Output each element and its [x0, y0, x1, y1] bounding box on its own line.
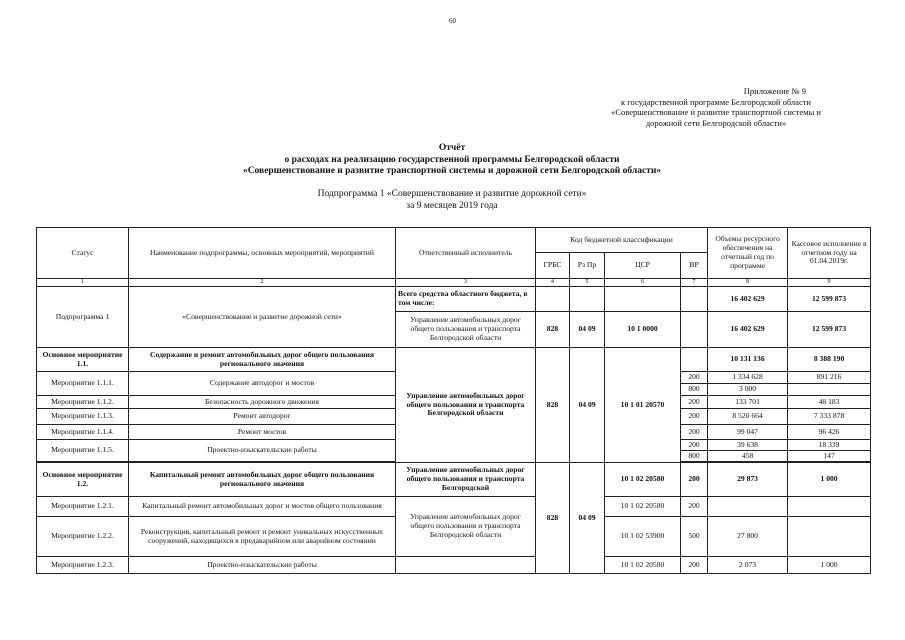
- page-number: 60: [449, 17, 456, 25]
- col-num: 9: [788, 279, 871, 287]
- cell-exec: [396, 557, 536, 574]
- cell-cash: 147: [788, 451, 871, 462]
- subtitle-line: Подпрограмма 1 «Совершенствование и развитие дорожной сети»: [317, 189, 587, 199]
- cell-volume: 133 701: [708, 396, 788, 409]
- appendix-line: дорожной сети Белгородской области»: [645, 117, 787, 128]
- col-num: 2: [129, 279, 396, 287]
- cell-cash: [788, 384, 871, 396]
- col-num: 1: [37, 279, 129, 287]
- cell-cash: 1 000: [788, 463, 871, 497]
- cell-csr: 10 1 02 53900: [605, 517, 681, 557]
- appendix-line: к государственной программе Белгородской области: [621, 96, 811, 107]
- col-num: 8: [708, 279, 788, 287]
- cell-vr: 200: [681, 463, 708, 497]
- cell-volume: 8 520 664: [708, 409, 788, 425]
- header-code: Код бюджетной классификации: [536, 228, 708, 253]
- cell-vr: 800: [681, 451, 708, 462]
- cell-vr: 200: [681, 425, 708, 440]
- column-number-row: [37, 279, 871, 287]
- header-row: [37, 228, 871, 253]
- cell-name: Содержание и ремонт автомобильных дорог общего пользования регионального значения: [129, 348, 396, 372]
- cell-vr: [681, 287, 708, 312]
- cell-rz: 04 09: [570, 463, 605, 574]
- cell-volume: 1 334 628: [708, 372, 788, 384]
- cell-cash: 1 000: [788, 557, 871, 574]
- cell-cash: [788, 497, 871, 517]
- cell-name: Ремонт мостов: [129, 425, 396, 440]
- cell-vr: 200: [681, 497, 708, 517]
- expense-table: [36, 227, 871, 574]
- cell-volume: 27 800: [708, 517, 788, 557]
- report-subtitle: [150, 189, 754, 212]
- cell-vr: 200: [681, 440, 708, 451]
- cell-volume: [708, 497, 788, 517]
- title-line: «Совершенствование и развитие транспортной системы и дорожной сети Белгородской области»: [242, 166, 662, 176]
- cell-exec: Управление автомобильных дорог общего пользования и транспорта Белгородской: [396, 463, 536, 497]
- cell-name: Содержание автодорог и мостов: [129, 372, 396, 396]
- table-row: [37, 287, 871, 312]
- appendix-note: [586, 86, 846, 128]
- cell-vr: 200: [681, 372, 708, 384]
- cell-csr: 10 1 02 20580: [605, 557, 681, 574]
- cell-volume: 16 402 629: [708, 312, 788, 348]
- cell-csr: 10 1 01 20570: [605, 348, 681, 463]
- cell-grbs: 828: [536, 312, 570, 348]
- cell-cash: 18 339: [788, 440, 871, 451]
- cell-cash: 12 599 873: [788, 312, 871, 348]
- cell-cash: 8 388 190: [788, 348, 871, 372]
- cell-volume: 2 073: [708, 557, 788, 574]
- cell-status: Мероприятие 1.1.1.: [37, 372, 129, 396]
- cell-name: Капитальный ремонт автомобильных дорог и мостов общего пользования: [129, 497, 396, 517]
- cell-grbs: 828: [536, 348, 570, 463]
- cell-csr: 10 1 02 20580: [605, 497, 681, 517]
- title-line: о расходах на реализацию государственной программы Белгородской области: [284, 154, 620, 165]
- cell-exec: Всего средства областного бюджета, в том числе:: [396, 287, 536, 312]
- cell-vr: [681, 348, 708, 372]
- cell-status: Мероприятие 1.1.5.: [37, 440, 129, 462]
- cell-name: «Совершенствование и развитие дорожной сети»: [129, 287, 396, 348]
- cell-exec: Управление автомобильных дорог общего пользования и транспорта Белгородской области: [396, 497, 536, 557]
- cell-cash: 891 216: [788, 372, 871, 384]
- cell-volume: 29 873: [708, 463, 788, 497]
- cell-rz: [570, 287, 605, 312]
- col-num: 3: [396, 279, 536, 287]
- header-status: Статус: [37, 228, 129, 279]
- cell-cash: 12 599 873: [788, 287, 871, 312]
- cell-volume: 39 638: [708, 440, 788, 451]
- cell-status: Мероприятие 1.1.2.: [37, 396, 129, 409]
- col-num: 4: [536, 279, 570, 287]
- cell-status: Мероприятие 1.1.3.: [37, 409, 129, 425]
- cell-exec: Управление автомобильных дорог общего пользования и транспорта Белгородской области: [396, 348, 536, 463]
- cell-status: Подпрограмма 1: [37, 287, 129, 348]
- header-grbs: ГРБС: [536, 253, 570, 279]
- cell-name: Капитальный ремонт автомобильных дорог общего пользования регионального значения: [129, 463, 396, 497]
- cell-rz: 04 09: [570, 312, 605, 348]
- cell-status: Мероприятие 1.2.3.: [37, 557, 129, 574]
- cell-cash: 7 333 878: [788, 409, 871, 425]
- header-name: Наименование подпрограммы, основных мероприятий, мероприятий: [129, 228, 396, 279]
- cell-name: Реконструкция, капитальный ремонт и ремонт уникальных искусственных сооружений, находящихся в предаварийном или аварийном состоянии: [129, 517, 396, 557]
- cell-vr: [681, 312, 708, 348]
- cell-status: Мероприятие 1.2.2.: [37, 517, 129, 557]
- cell-volume: 99 047: [708, 425, 788, 440]
- cell-cash: 96 426: [788, 425, 871, 440]
- appendix-line: «Совершенствование и развитие транспортной системы и: [611, 107, 821, 117]
- cell-cash: 48 183: [788, 396, 871, 409]
- cell-vr: 500: [681, 517, 708, 557]
- table-row: [37, 497, 871, 517]
- header-exec: Ответственный исполнитель: [396, 228, 536, 279]
- cell-status: Мероприятие 1.1.4.: [37, 425, 129, 440]
- cell-csr: 10 1 02 20580: [605, 463, 681, 497]
- col-num: 5: [570, 279, 605, 287]
- table-row: [37, 348, 871, 372]
- cell-volume: 10 131 136: [708, 348, 788, 372]
- cell-grbs: [536, 287, 570, 312]
- table-row: [37, 557, 871, 574]
- cell-exec: Управление автомобильных дорог общего пользования и транспорта Белгородской области: [396, 312, 536, 348]
- table-row: [37, 463, 871, 497]
- col-num: 7: [681, 279, 708, 287]
- cell-grbs: 828: [536, 463, 570, 574]
- header-cash: Кассовое исполнение в отчетном году на 01.04.2019г.: [788, 228, 871, 279]
- cell-csr: [605, 287, 681, 312]
- cell-status: Мероприятие 1.2.1.: [37, 497, 129, 517]
- cell-volume: 16 402 629: [708, 287, 788, 312]
- cell-volume: 458: [708, 451, 788, 462]
- cell-csr: 10 1 0000: [605, 312, 681, 348]
- cell-vr: 800: [681, 384, 708, 396]
- cell-vr: 200: [681, 557, 708, 574]
- cell-vr: 200: [681, 396, 708, 409]
- cell-name: Ремонт автодорог: [129, 409, 396, 425]
- header-volume: Объемы ресурсного обеспечения на отчетный год по программе: [708, 228, 788, 279]
- cell-name: Проектно-изыскательские работы: [129, 557, 396, 574]
- cell-vr: 200: [681, 409, 708, 425]
- title-line: Отчёт: [438, 143, 466, 153]
- cell-volume: 3 000: [708, 384, 788, 396]
- cell-name: Безопасность дорожного движения: [129, 396, 396, 409]
- header-csr: ЦСР: [605, 253, 681, 279]
- col-num: 6: [605, 279, 681, 287]
- header-vr: ВР: [681, 253, 708, 279]
- cell-cash: [788, 517, 871, 557]
- appendix-line: Приложение № 9: [743, 86, 806, 96]
- cell-status: Основное мероприятие 1.2.: [37, 463, 129, 497]
- cell-status: Основное мероприятие 1.1.: [37, 348, 129, 372]
- subtitle-line: за 9 месяцев 2019 года: [406, 200, 498, 211]
- report-title: [150, 143, 754, 178]
- header-rz: Рз Пр: [570, 253, 605, 279]
- cell-rz: 04 09: [570, 348, 605, 463]
- cell-name: Проектно-изыскательские работы: [129, 440, 396, 462]
